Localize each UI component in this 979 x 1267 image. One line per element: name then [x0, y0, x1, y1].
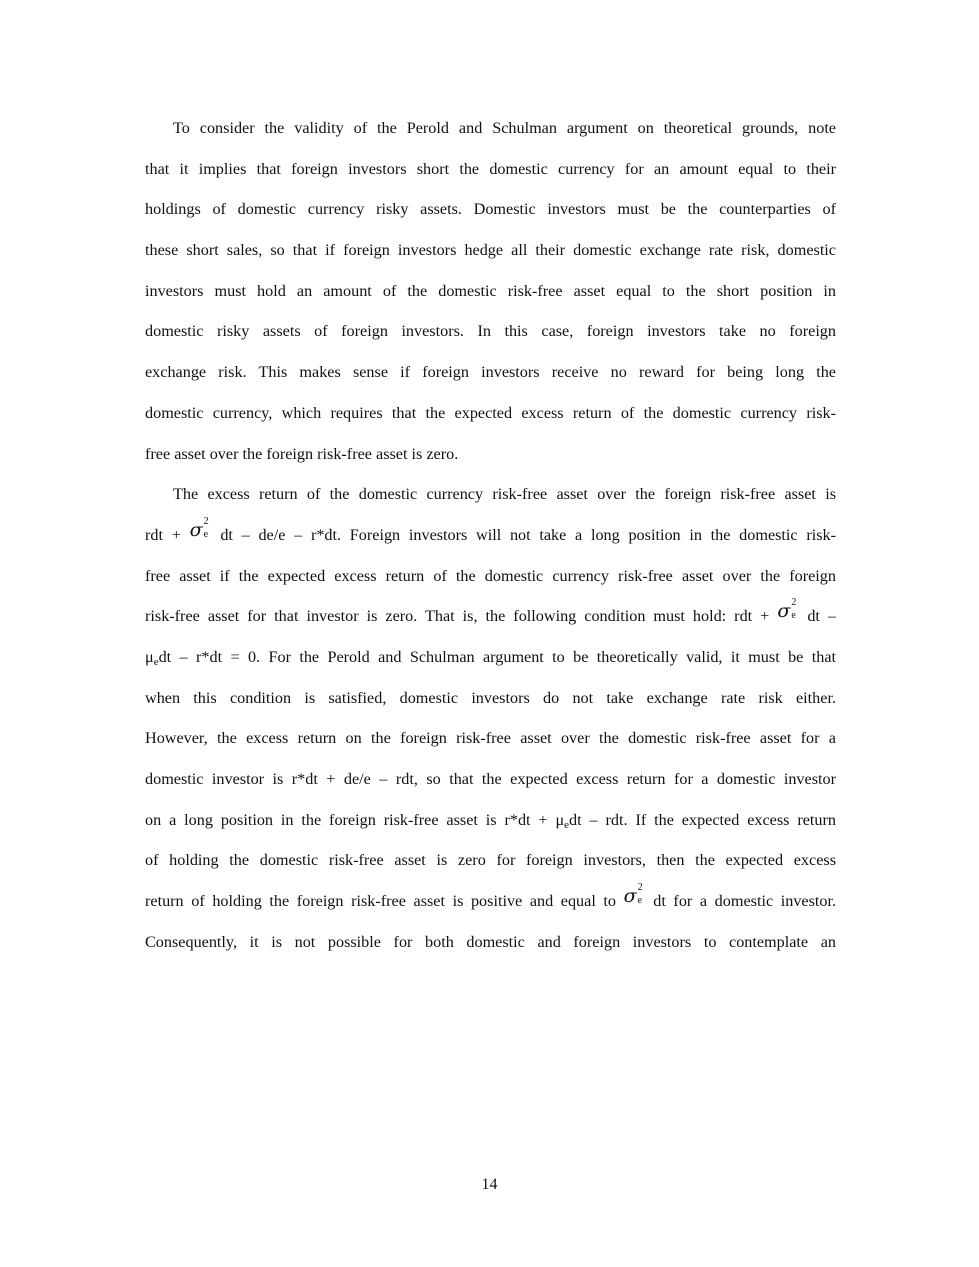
paragraph-1-line-1: To consider the validity of the Perold and Schulman argument on theoretical grounds, note [173, 119, 836, 137]
sigma-superscript: 2 [203, 515, 209, 527]
paragraph-2-line-4 [145, 596, 836, 637]
text-segment: dt – r*dt = 0. For the Perold and Schulman argument to be theoretically valid, it must be that [158, 647, 836, 666]
text-segment: dt – de/e – r*dt. Foreign investors will not take a long position in the domestic risk- [220, 525, 837, 544]
paragraph-1-line-9: free asset over the foreign risk-free asset is zero. [145, 444, 459, 463]
sigma-subscript: e [791, 610, 796, 622]
page-number: 14 [481, 1176, 498, 1193]
sigma-glyph: σ [623, 885, 637, 908]
text-segment: dt – [807, 607, 837, 626]
sigma-subscript: e [637, 895, 643, 907]
paragraph-2-line-10: of holding the domestic risk-free asset is zero for foreign investors, then the expected excess [145, 851, 836, 870]
sigma-squared-e-symbol [777, 597, 799, 623]
mu-subscript: e [153, 655, 159, 668]
text-segment: dt – rdt. If the expected excess return [569, 810, 836, 829]
text-segment: dt for a domestic investor. [653, 892, 837, 911]
body-text [145, 108, 836, 962]
paragraph-1-line-6: domestic risky assets of foreign investors. In this case, foreign investors take no foreign [145, 322, 836, 341]
paragraph-2-line-6: when this condition is satisfied, domestic investors do not take exchange rate risk either. [145, 688, 836, 707]
paragraph-1-line-4: these short sales, so that if foreign investors hedge all their domestic exchange rate risk, domestic [145, 241, 836, 260]
sigma-glyph: σ [189, 518, 203, 541]
paragraph-1-line-3: holdings of domestic currency risky assets. Domestic investors must be the counterparties of [145, 200, 836, 219]
sigma-squared-e-symbol [189, 515, 212, 542]
paragraph-2-line-11 [145, 881, 836, 922]
paragraph-1-line-2: that it implies that foreign investors short the domestic currency for an amount equal to their [145, 159, 836, 178]
text-segment: on a long position in the foreign risk-free asset is r*dt + [145, 810, 556, 829]
paragraph-1-line-7: exchange risk. This makes sense if foreign investors receive no reward for being long the [145, 363, 836, 382]
paragraph-2-line-3: free asset if the expected excess return of the domestic currency risk-free asset over the foreign [145, 566, 836, 585]
sigma-subscript: e [203, 528, 209, 540]
sigma-glyph: σ [777, 600, 791, 623]
sigma-superscript: 2 [637, 882, 643, 894]
mu-symbol: μ [145, 647, 154, 666]
paragraph-2-line-8: domestic investor is r*dt + de/e – rdt, so that the expected excess return for a domestic investor [145, 770, 836, 788]
paragraph-2-line-5 [145, 637, 836, 678]
paragraph-2-line-1: The excess return of the domestic currency risk-free asset over the foreign risk-free asset is [173, 485, 836, 504]
sigma-squared-e-symbol [623, 882, 646, 908]
text-segment: return of holding the foreign risk-free asset is positive and equal to [145, 892, 617, 911]
text-segment: rdt + [145, 525, 181, 544]
paragraph-2-line-9 [145, 800, 836, 841]
text-segment: risk-free asset for that investor is zero. That is, the following condition must hold: rdt + [145, 607, 770, 626]
mu-symbol: μ [555, 810, 565, 829]
paragraph-1-line-8: domestic currency, which requires that the expected excess return of the domestic currency risk- [145, 403, 836, 422]
mu-subscript: e [564, 818, 570, 831]
sigma-superscript: 2 [791, 597, 797, 609]
paragraph-2-line-12: Consequently, it is not possible for both domestic and foreign investors to contemplate an [145, 932, 836, 951]
paragraph-2-line-7: However, the excess return on the foreign risk-free asset over the domestic risk-free asset for a [145, 729, 836, 748]
paragraph-1-line-5: investors must hold an amount of the domestic risk-free asset equal to the short position in [145, 281, 836, 300]
paragraph-2-line-2 [145, 515, 836, 556]
